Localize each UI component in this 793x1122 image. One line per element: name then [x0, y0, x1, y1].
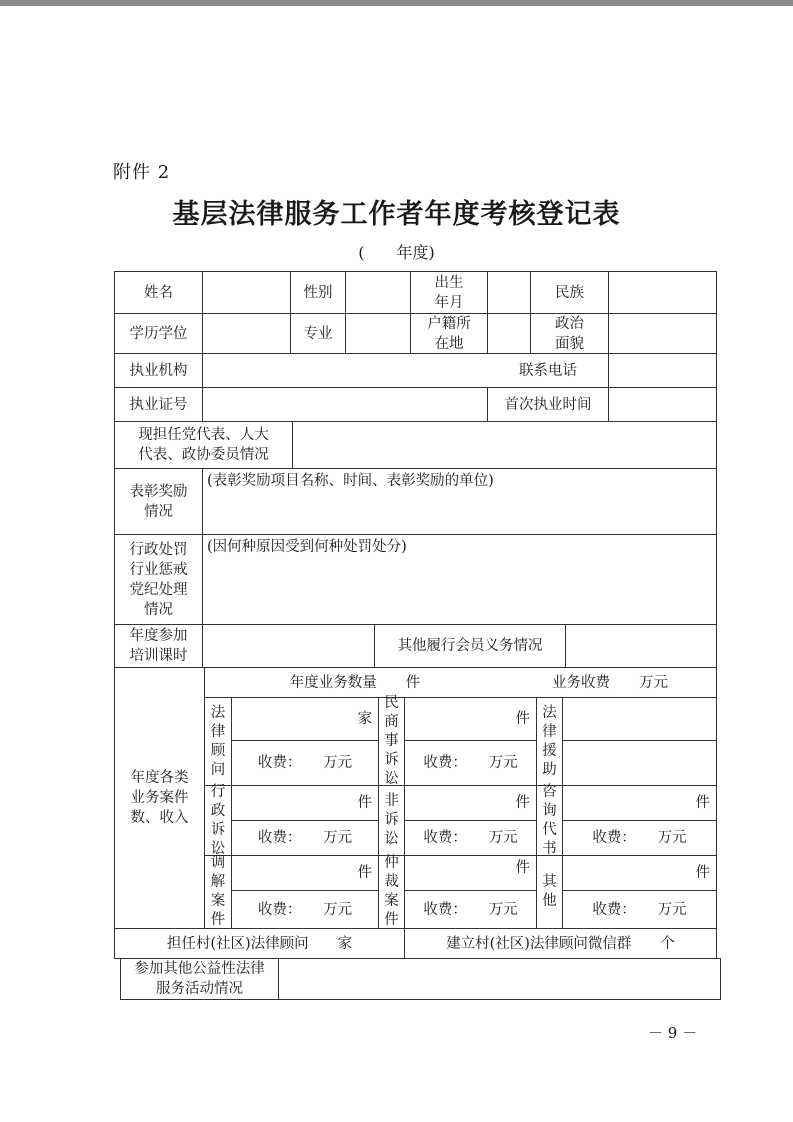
other-count[interactable]: 件 [695, 865, 710, 881]
noncontentious-label: 非诉讼 [384, 793, 399, 847]
training-field[interactable] [203, 625, 374, 667]
arbitration-fee[interactable]: 收费： 万元 [423, 901, 518, 918]
legal-aid-fee[interactable] [563, 741, 716, 785]
education-field[interactable] [203, 314, 290, 353]
arbitration-label: 仲裁案件 [384, 855, 399, 928]
page-number: － 9 － [648, 1024, 698, 1042]
ethnicity-label: 民族 [555, 284, 584, 301]
other-label: 其他 [542, 874, 557, 909]
wechat-group[interactable]: 建立村(社区)法律顾问微信群 个 [446, 935, 675, 952]
member-duty-label: 其他履行会员义务情况 [397, 638, 543, 654]
consult-writing-label: 咨询代书 [542, 783, 557, 857]
representative-label: 现担任党代表、人大 代表、政协委员情况 [138, 427, 269, 463]
consultant-count[interactable]: 家 [357, 711, 372, 727]
institution-label: 执业机构 [129, 362, 188, 379]
admin-label: 行政诉讼 [210, 783, 226, 857]
birth-label: 出生 年月 [434, 274, 464, 311]
household-label: 户籍所 在地 [427, 315, 471, 352]
major-label: 专业 [303, 325, 333, 342]
other-fee[interactable]: 收费： 万元 [592, 901, 687, 918]
first-practice-label: 首次执业时间 [504, 396, 592, 413]
annual-count: 年度业务数量 件 [289, 674, 421, 691]
mediation-fee[interactable]: 收费： 万元 [257, 901, 353, 918]
public-service-label: 参加其他公益性法律 服务活动情况 [134, 961, 265, 997]
noncontentious-count[interactable]: 件 [515, 795, 530, 811]
mediation-label: 调解案件 [210, 855, 226, 928]
institution-field[interactable] [203, 354, 487, 387]
name-label: 姓名 [144, 284, 173, 301]
consultant-label: 法律顾问 [210, 704, 226, 778]
political-label: 政治 面貌 [555, 315, 584, 352]
civil-count[interactable]: 件 [515, 711, 530, 727]
year-line: ( 年度) [358, 243, 435, 262]
ethnicity-field[interactable] [609, 272, 716, 313]
civil-label: 民商事诉讼 [384, 695, 399, 787]
awards-label: 表彰奖励 情况 [129, 483, 188, 520]
name-field[interactable] [203, 272, 290, 313]
annex-label: 附件 2 [113, 162, 171, 183]
major-field[interactable] [346, 314, 410, 353]
legal-aid-label: 法律援助 [542, 704, 557, 778]
birth-field[interactable] [488, 272, 530, 313]
first-practice-field[interactable] [609, 388, 716, 421]
noncontentious-fee[interactable]: 收费： 万元 [423, 830, 518, 846]
gender-label: 性别 [303, 284, 333, 301]
consultant-fee[interactable]: 收费： 万元 [257, 755, 353, 771]
village-consultant[interactable]: 担任村(社区)法律顾问 家 [166, 935, 353, 952]
penalty-field[interactable]: (因何种原因受到何种处罚处分) [207, 539, 407, 555]
education-label: 学历学位 [129, 325, 188, 342]
member-duty-field[interactable] [566, 625, 716, 667]
representative-field[interactable] [293, 422, 716, 468]
phone-label: 联系电话 [519, 362, 577, 379]
license-field[interactable] [203, 388, 487, 421]
consult-writing-count[interactable]: 件 [695, 795, 710, 811]
public-service-field[interactable] [279, 959, 720, 999]
mediation-count[interactable]: 件 [357, 865, 372, 881]
awards-field[interactable]: (表彰奖励项目名称、时间、表彰奖励的单位) [207, 473, 494, 489]
admin-count[interactable]: 件 [357, 795, 372, 811]
admin-fee[interactable]: 收费： 万元 [257, 830, 353, 846]
cases-label: 年度各类 业务案件 数、收入 [130, 770, 189, 826]
consult-writing-fee[interactable]: 收费： 万元 [592, 830, 687, 846]
penalty-label: 行政处罚 行业惩戒 党纪处理 情况 [129, 541, 188, 618]
political-field[interactable] [609, 314, 716, 353]
form-title: 基层法律服务工作者年度考核登记表 [172, 199, 621, 230]
gender-field[interactable] [346, 272, 410, 313]
training-label: 年度参加 培训课时 [129, 628, 188, 664]
household-field[interactable] [488, 314, 530, 353]
legal-aid-count[interactable] [563, 698, 716, 740]
phone-field[interactable] [609, 354, 716, 387]
annual-fee: 业务收费 万元 [552, 674, 668, 691]
license-label: 执业证号 [129, 396, 188, 413]
arbitration-count[interactable]: 件 [515, 860, 530, 876]
civil-fee[interactable]: 收费： 万元 [423, 755, 518, 771]
